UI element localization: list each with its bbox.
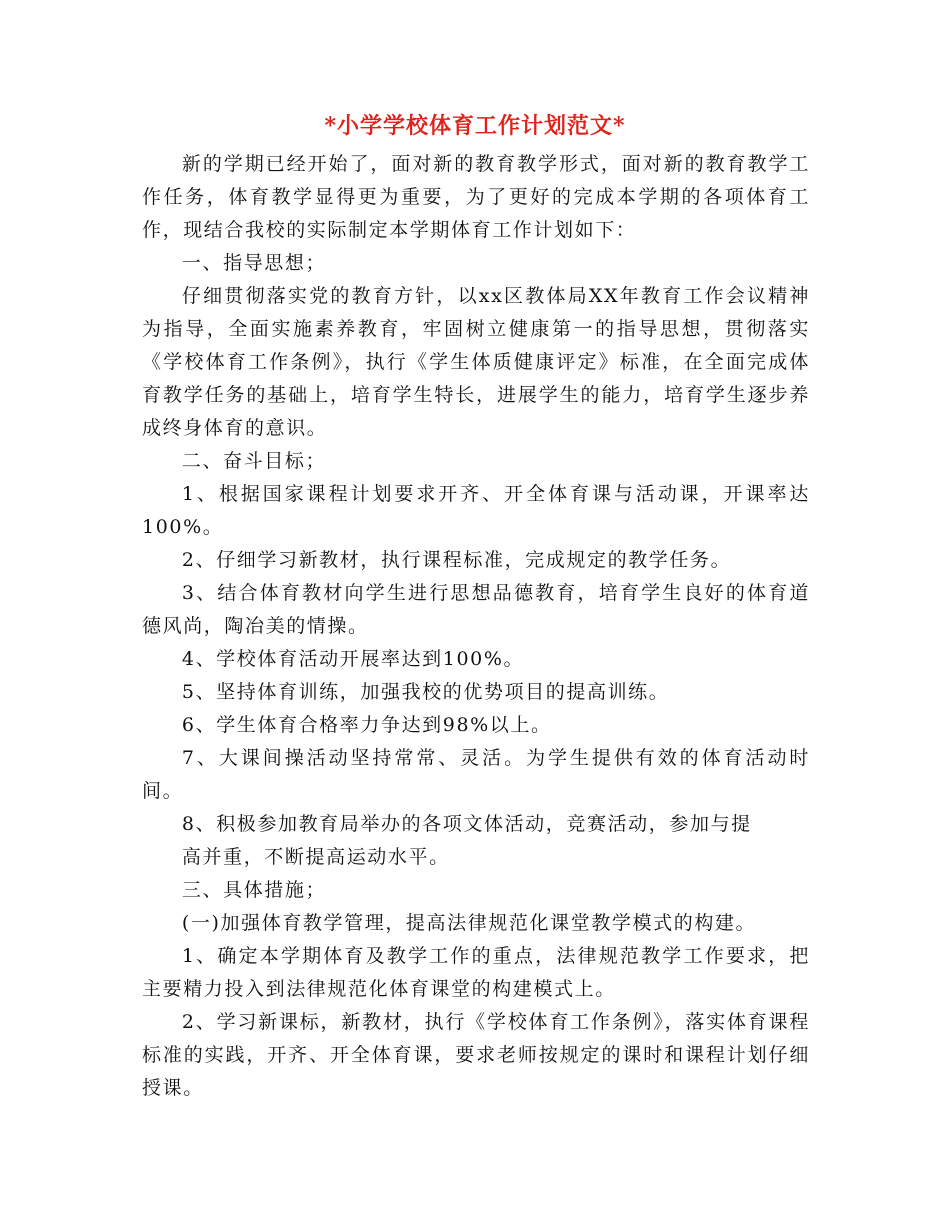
document-title: *小学学校体育工作计划范文* bbox=[324, 113, 626, 139]
section-heading-measures: 三、具体措施； bbox=[181, 879, 327, 901]
goal-item-2: 2、仔细学习新教材，执行课程标准，完成规定的教学任务。 bbox=[181, 549, 732, 571]
goal-item-7: 7、大课间操活动坚持常常、灵活。为学生提供有效的体育活动时间。 bbox=[142, 747, 810, 802]
paragraph-guiding-thought: 仔细贯彻落实党的教育方针，以xx区教体局XX年教育工作会议精神为指导，全面实施素养教育，牢固树立健康第一的指导思想，贯彻落实《学校体育工作条例》，执行《学生体质健康评定》标准，在全面完成体育教学任务的基础上，培育学生特长，进展学生的能力，培育学生逐步养成终身体育的意识。 bbox=[142, 285, 810, 439]
document-body bbox=[142, 148, 810, 1105]
goal-item-3: 3、结合体育教材向学生进行思想品德教育，培育学生良好的体育道德风尚，陶冶美的情操。 bbox=[142, 582, 810, 637]
goal-item-5: 5、坚持体育训练，加强我校的优势项目的提高训练。 bbox=[181, 681, 670, 703]
measure-item-2: 2、学习新课标，新教材，执行《学校体育工作条例》，落实体育课程标准的实践，开齐、开全体育课，要求老师按规定的课时和课程计划仔细授课。 bbox=[142, 1011, 810, 1099]
section-heading-guiding-thought: 一、指导思想； bbox=[181, 252, 327, 274]
paragraph-intro: 新的学期已经开始了，面对新的教育教学形式，面对新的教育教学工作任务，体育教学显得更为重要，为了更好的完成本学期的各项体育工作，现结合我校的实际制定本学期体育工作计划如下： bbox=[142, 153, 810, 241]
goal-item-4: 4、学校体育活动开展率达到100%。 bbox=[181, 648, 525, 670]
goal-item-1: 1、根据国家课程计划要求开齐、开全体育课与活动课，开课率达100%。 bbox=[142, 483, 810, 538]
measure-subheading-1: (一)加强体育教学管理，提高法律规范化课堂教学模式的构建。 bbox=[181, 912, 757, 934]
goal-item-8-continuation: 高并重，不断提高运动水平。 bbox=[181, 846, 450, 868]
goal-item-6: 6、学生体育合格率力争达到98%以上。 bbox=[181, 714, 552, 736]
section-heading-goals: 二、奋斗目标； bbox=[181, 450, 327, 472]
goal-item-8: 8、积极参加教育局举办的各项文体活动，竞赛活动，参加与提 bbox=[181, 813, 752, 835]
measure-item-1: 1、确定本学期体育及教学工作的重点，法律规范教学工作要求，把主要精力投入到法律规范化体育课堂的构建模式上。 bbox=[142, 945, 810, 1000]
